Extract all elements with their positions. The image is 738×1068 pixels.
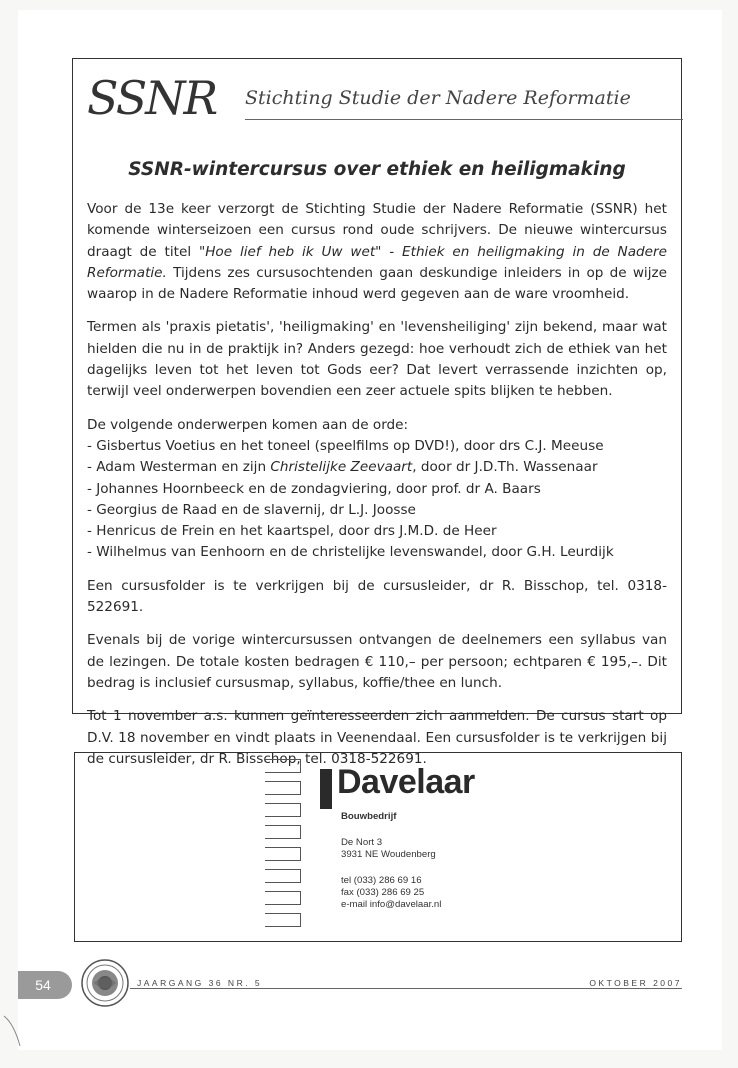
davelaar-logo-block: [320, 769, 332, 809]
closing-line-3: Tot 1 november a.s. kunnen geïnteresseerden zich aanmelden. De cursus start op D.V. 18 november en vindt plaats in Veenendaal. Een cursusfolder is te verkrijgen bij de cursusleider, dr R. Bisschop, tel. 0318-522691.: [87, 708, 667, 767]
list-item: - Henricus de Frein en het kaartspel, door drs J.M.D. de Heer: [87, 521, 667, 542]
topics-list: [87, 436, 667, 564]
ad-subtitle: Bouwbedrijf: [341, 811, 397, 822]
second-paragraph: Termen als 'praxis pietatis', 'heiligmaking' en 'levensheiliging' zijn bekend, maar wat hielden die nu in de praktijk in? Anders gezegd: hoe verhoudt zich de ethiek van het dagelijks leven tot het leven tot Gods eer? Dat levert verrassende inzichten op, terwijl veel onderwerpen bovendien een zeer actuele spits blijken te hebben.: [87, 319, 667, 400]
footer-divider: [130, 988, 682, 989]
davelaar-brand: Davelaar: [337, 763, 475, 801]
closing-line-1: Een cursusfolder is te verkrijgen bij de cursusleider, dr R. Bisschop, tel. 0318-522691.: [87, 577, 667, 616]
announcement-box: [72, 58, 682, 767]
corner-crop-mark: [0, 1010, 40, 1050]
ssnr-logo-mark: SSNR: [87, 71, 217, 125]
closing-line-2: Evenals bij de vorige wintercursussen ontvangen de deelnemers een syllabus van de lezingen. De totale kosten bedragen € 110,– per persoon; echtparen € 195,–. Dit bedrag is inclusief cursusmap, syllabus, koffie/thee en lunch.: [87, 632, 667, 691]
foundation-name: Stichting Studie der Nadere Reformatie: [245, 87, 631, 109]
journal-seal-icon: [80, 958, 130, 1008]
article-headline: SSNR-wintercursus over ethiek en heiligmaking: [128, 159, 626, 180]
volume-label: JAARGANG 36 NR. 5: [137, 978, 263, 988]
davelaar-contact: [341, 811, 441, 911]
article-body: [87, 199, 667, 782]
ad-decoration: [265, 759, 301, 937]
list-item: - Johannes Hoornbeeck en de zondagviering, door prof. dr A. Baars: [87, 479, 667, 500]
page-number: 54: [35, 977, 51, 993]
logo-divider: [245, 119, 683, 120]
topics-intro: De volgende onderwerpen komen aan de orde:: [87, 416, 409, 433]
ssnr-logo: [87, 69, 667, 131]
course-title: "Hoe lief heb ik Uw wet" - Ethiek en heiligmaking in de Nadere Reformatie.: [87, 243, 668, 281]
ad-address-city: 3931 NE Woudenberg: [341, 849, 436, 860]
list-item: - Georgius de Raad en de slavernij, dr L.J. Joosse: [87, 500, 667, 521]
ad-address-street: De Nort 3: [341, 837, 383, 848]
list-item: - Adam Westerman en zijn Christelijke Zeevaart, door dr J.D.Th. Wassenaar: [87, 457, 667, 478]
issue-date: OKTOBER 2007: [589, 978, 682, 988]
intro-paragraph: Voor de 13e keer verzorgt de Stichting Studie der Nadere Reformatie (SSNR) het komende winterseizoen een cursus rond oude schrijvers. De nieuwe wintercursus draagt de titel "Hoe lief heb ik Uw wet" - Ethiek en heiligmaking in de Nadere Reformatie. Tijdens zes cursusochtenden gaan deskundige inleiders in op de wijze waarop in de Nadere Reformatie inhoud werd gegeven aan de ware vroomheid.: [87, 201, 668, 303]
list-item: - Gisbertus Voetius en het toneel (speelfilms op DVD!), door drs C.J. Meeuse: [87, 436, 667, 457]
list-item: - Wilhelmus van Eenhoorn en de christelijke levenswandel, door G.H. Leurdijk: [87, 542, 667, 563]
davelaar-advertisement: [74, 752, 682, 942]
ad-email: e-mail info@davelaar.nl: [341, 899, 442, 910]
ad-phone: tel (033) 286 69 16: [341, 875, 422, 886]
ad-fax: fax (033) 286 69 25: [341, 887, 425, 898]
